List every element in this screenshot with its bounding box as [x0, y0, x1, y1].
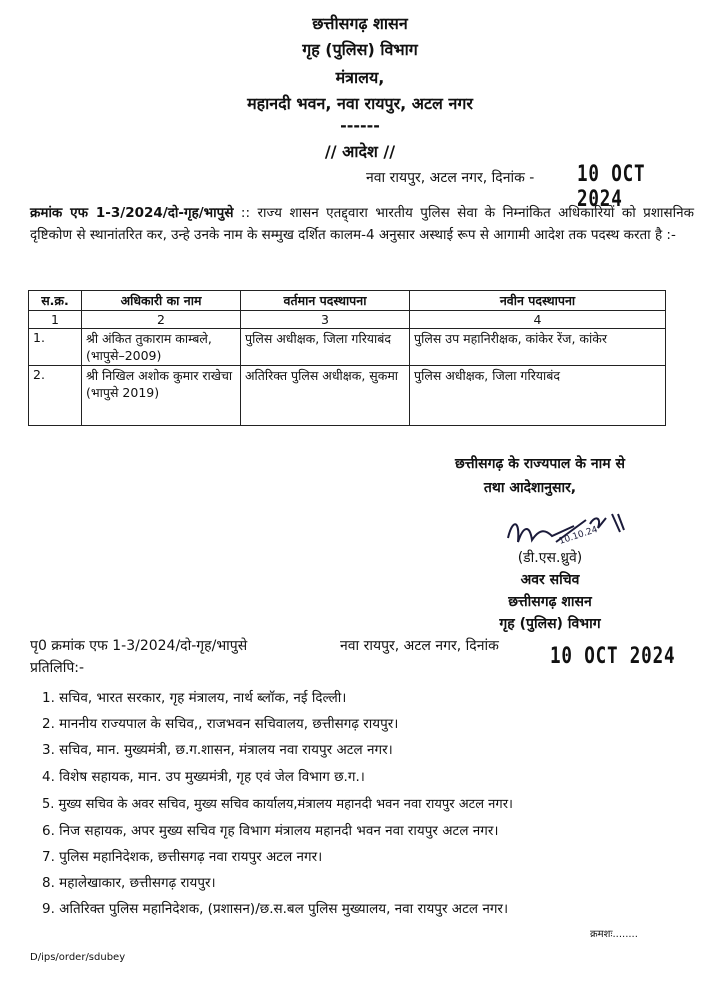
row-sno: 1.	[29, 329, 82, 366]
header-new-posting: नवीन पदस्थापना	[410, 291, 666, 311]
signatory-department: गृह (पुलिस) विभाग	[499, 616, 601, 632]
order-paragraph	[30, 202, 694, 246]
table-row	[29, 329, 666, 366]
row-current-posting: पुलिस अधीक्षक, जिला गरियाबंद	[241, 329, 410, 366]
order-number: क्रमांक एफ 1-3/2024/दो-गृह/भापुसे	[30, 205, 234, 221]
handwritten-date: 10.10.24	[557, 524, 600, 547]
transfer-table	[28, 290, 666, 426]
date-place: नवा रायपुर, अटल नगर, दिनांक -	[366, 170, 535, 186]
government-title: छत्तीसगढ़ शासन	[312, 14, 408, 33]
row-new-posting: पुलिस अधीक्षक, जिला गरियाबंद	[410, 366, 666, 426]
row-new-posting: पुलिस उप महानिरीक्षक, कांकेर रेंज, कांकेर	[410, 329, 666, 366]
header-officer-name: अधिकारी का नाम	[82, 291, 241, 311]
list-item: 7. पुलिस महानिदेशक, छत्तीसगढ़ नवा रायपुर अटल नगर।	[42, 849, 323, 865]
list-item: 1. सचिव, भारत सरकार, गृह मंत्रालय, नार्थ ब्लॉक, नई दिल्ली।	[42, 690, 347, 706]
header-current-posting: वर्तमान पदस्थापना	[241, 291, 410, 311]
endorsement-place: नवा रायपुर, अटल नगर, दिनांक	[340, 638, 499, 654]
continuation-note: क्रमशः........	[590, 929, 638, 940]
row-sno: 2.	[29, 366, 82, 426]
list-item: 6. निज सहायक, अपर मुख्य सचिव गृह विभाग मंत्रालय महानदी भवन नवा रायपुर अटल नगर।	[42, 823, 499, 839]
department-title: गृह (पुलिस) विभाग	[302, 40, 418, 59]
list-item: 3. सचिव, मान. मुख्यमंत्री, छ.ग.शासन, मंत्रालय नवा रायपुर अटल नगर।	[42, 742, 393, 758]
table-row	[29, 366, 666, 426]
header-divider: ------	[340, 116, 380, 135]
address-line: महानदी भवन, नवा रायपुर, अटल नगर	[247, 94, 473, 113]
col-number: 4	[410, 311, 666, 329]
row-officer-name: श्री निखिल अशोक कुमार राखेचा (भापुसे 2019)	[82, 366, 241, 426]
col-number: 1	[29, 311, 82, 329]
endorsement-number: पृ0 क्रमांक एफ 1-3/2024/दो-गृह/भापुसे	[30, 638, 248, 654]
signatory-designation: अवर सचिव	[520, 572, 580, 588]
ministry-title: मंत्रालय,	[335, 68, 385, 87]
endorsement-date-stamp: 10 OCT 2024	[550, 644, 676, 669]
list-item: 5. मुख्य सचिव के अवर सचिव, मुख्य सचिव कार्यालय,मंत्रालय महानदी भवन नवा रायपुर अटल नगर।	[42, 797, 513, 812]
file-path: D/ips/order/sdubey	[30, 952, 126, 963]
order-title: // आदेश //	[324, 142, 396, 161]
col-number: 2	[82, 311, 241, 329]
order-date-stamp: 10 OCT 2024	[577, 162, 646, 212]
copy-label: प्रतिलिपि:-	[30, 660, 85, 676]
row-officer-name: श्री अंकित तुकाराम काम्बले, (भापुसे–2009)	[82, 329, 241, 366]
row-current-posting: अतिरिक्त पुलिस अधीक्षक, सुकमा	[241, 366, 410, 426]
list-item: 2. माननीय राज्यपाल के सचिव,, राजभवन सचिवालय, छत्तीसगढ़ रायपुर।	[42, 716, 399, 732]
list-item: 8. महालेखाकार, छत्तीसगढ़ रायपुर।	[42, 875, 216, 891]
by-order-line: तथा आदेशानुसार,	[483, 480, 577, 496]
governor-order-line: छत्तीसगढ़ के राज्यपाल के नाम से	[455, 456, 625, 472]
signatory-government: छत्तीसगढ़ शासन	[508, 594, 592, 610]
table-header-row	[29, 291, 666, 311]
signatory-name: (डी.एस.ध्रुवे)	[517, 550, 583, 566]
table-column-number-row	[29, 311, 666, 329]
col-number: 3	[241, 311, 410, 329]
list-item: 4. विशेष सहायक, मान. उप मुख्यमंत्री, गृह एवं जेल विभाग छ.ग.।	[42, 769, 365, 785]
order-text: :: राज्य शासन एतद्द्वारा भारतीय पुलिस सेवा के निम्नांकित अधिकारियों को प्रशासनिक दृष्टिकोण से स्थानांतरित कर, उन्हे उनके नाम के सम्मुख दर्शित कालम-4 अनुसार अस्थाई रूप से आगामी आदेश तक पदस्थ करता है :-	[30, 205, 695, 243]
header-sno: स.क्र.	[29, 291, 82, 311]
list-item: 9. अतिरिक्त पुलिस महानिदेशक, (प्रशासन)/छ.स.बल पुलिस मुख्यालय, नवा रायपुर अटल नगर।	[42, 901, 509, 917]
